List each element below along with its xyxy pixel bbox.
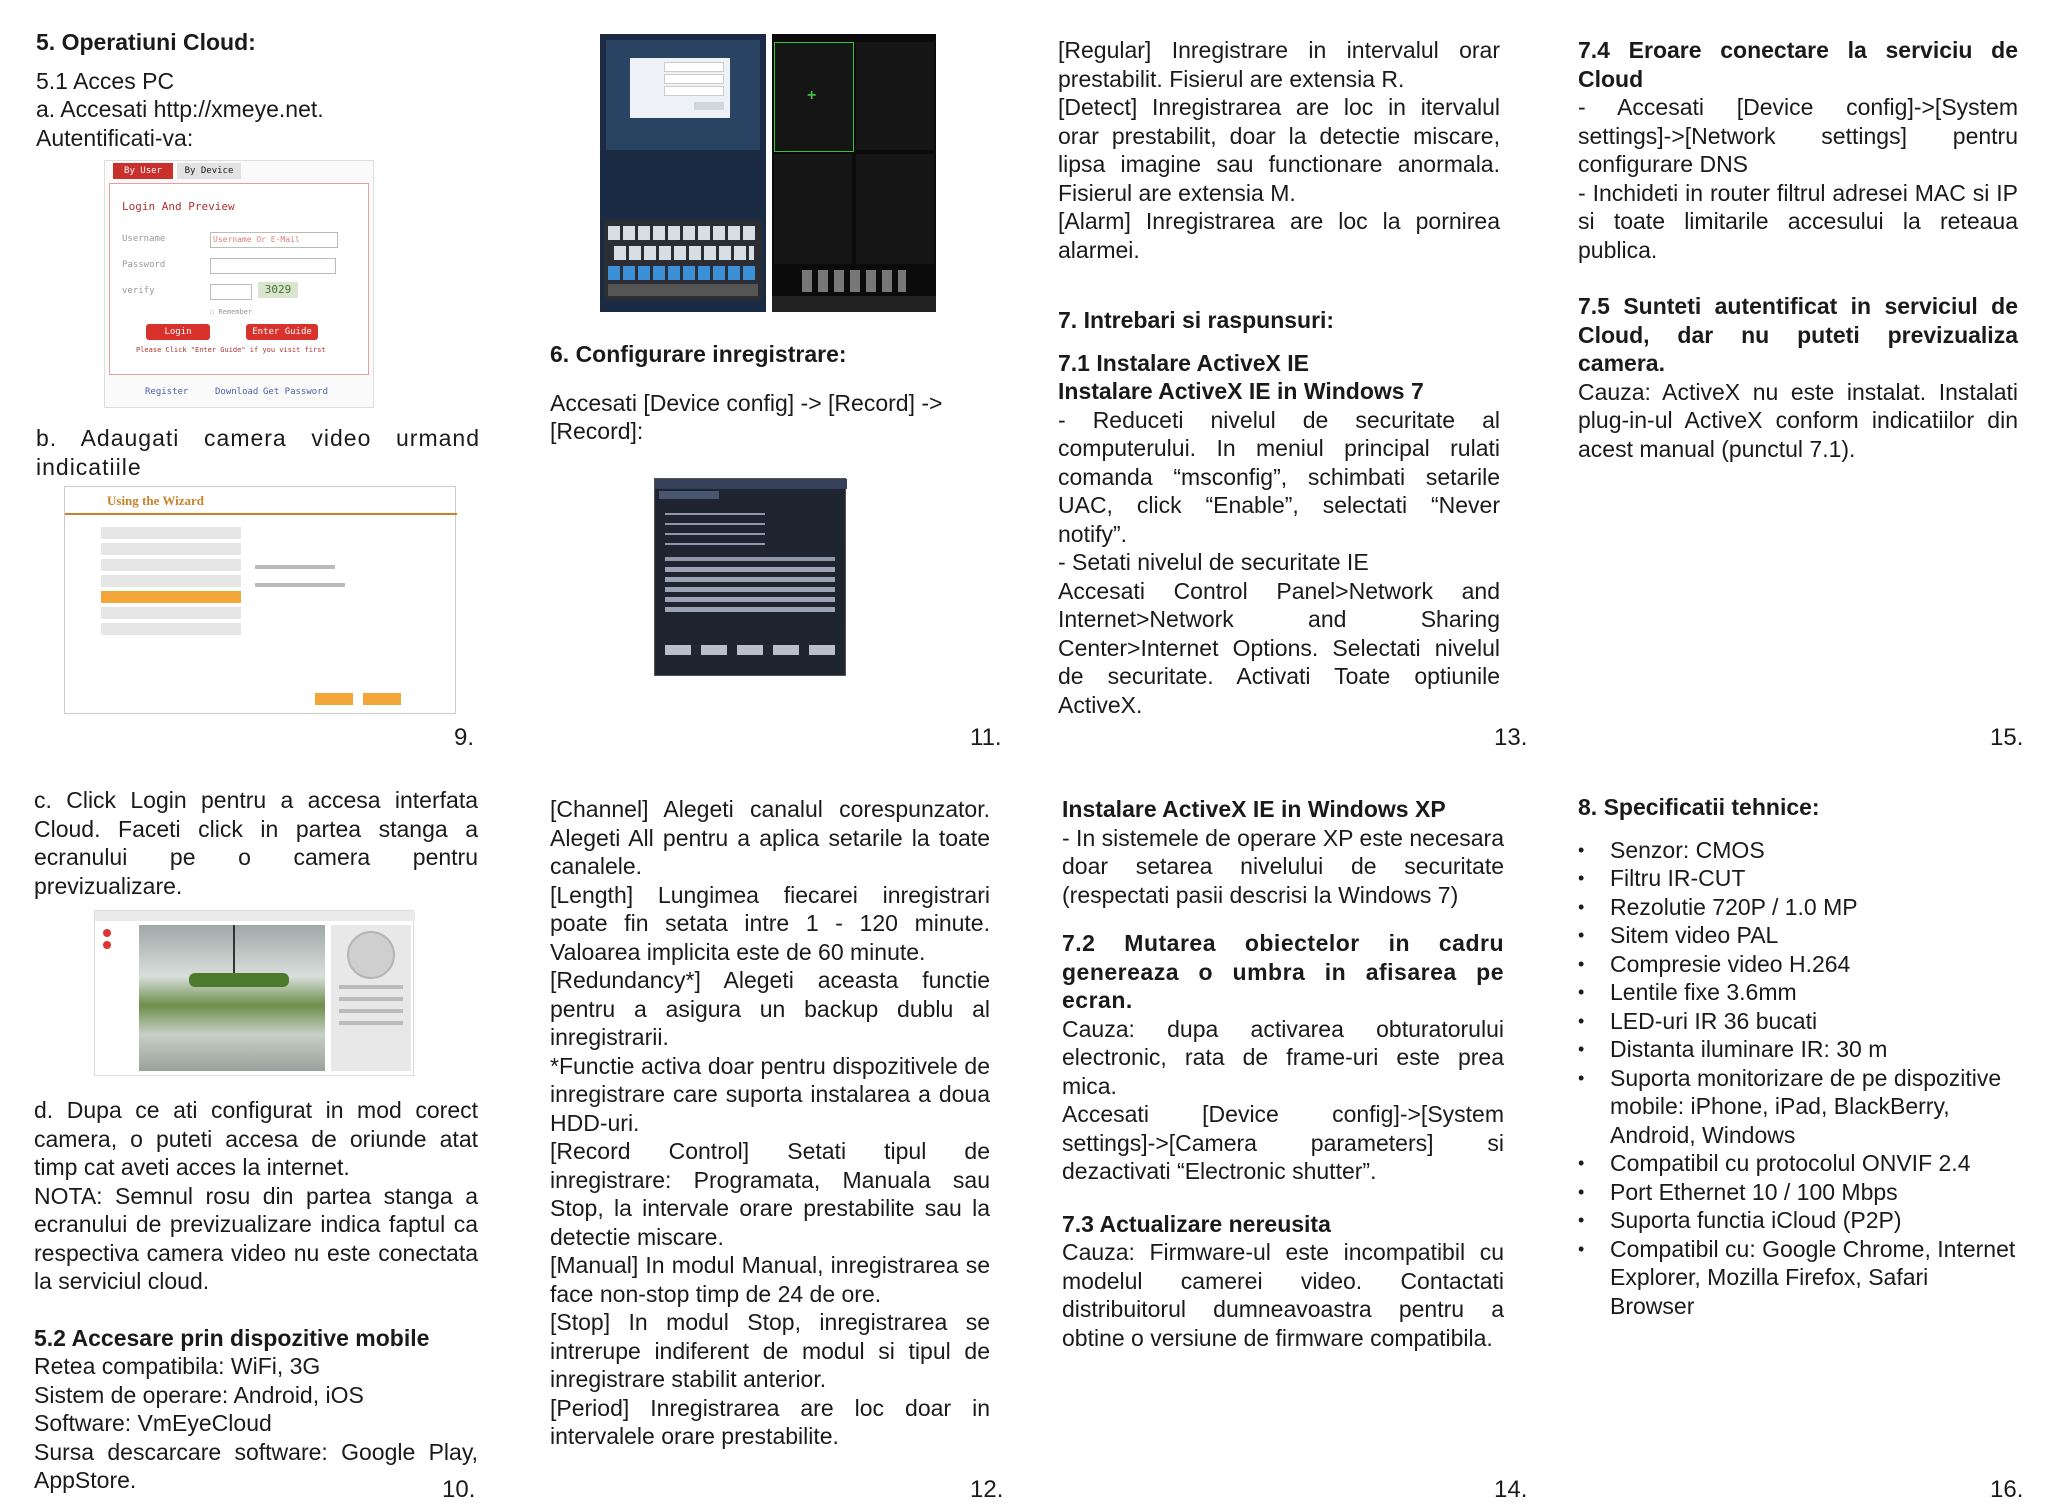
page-9-text — [36, 28, 480, 152]
page-number: 13. — [1494, 724, 1528, 751]
login-screenshot — [104, 160, 374, 408]
page-11-text — [550, 340, 990, 446]
spec-item: • Rezolutie 720P / 1.0 MP — [1610, 893, 2018, 922]
password-input — [210, 258, 336, 274]
manual-paragraph: [Manual] In modul Manual, inregistrarea se face non-stop timp de 24 de ore. — [550, 1252, 990, 1307]
nota-paragraph: NOTA: Semnul rosu din partea stanga a ecranului de previzualizare indica faptul ca respectiva camera video nu este conectata la serviciul cloud. — [34, 1182, 478, 1294]
page-9-text-b — [36, 424, 480, 481]
paragraph: - Inchideti in router filtrul adresei MAC si IP si toate limitarile accesului la reteaua publica. — [1578, 179, 2018, 263]
regular-paragraph: [Regular] Inregistrare in intervalul orar prestabilit. Fisierul are extensia R. — [1058, 37, 1500, 92]
page-13-text — [1058, 36, 1500, 719]
page-number: 15. — [1990, 724, 2024, 751]
paragraph: Accesati [Device config]->[System settings]->[Camera parameters] si dezactivati “Electronic shutter”. — [1062, 1101, 1504, 1184]
page-10-text-d — [34, 1096, 478, 1495]
text-line: Sistem de operare: Android, iOS — [34, 1381, 364, 1408]
spec-item: • Suporta monitorizare de pe dispozitive mobile: iPhone, iPad, BlackBerry, Android, Windows — [1610, 1064, 2018, 1150]
text-line: 5.1 Acces PC — [36, 67, 175, 94]
paragraph: c. Click Login pentru a accesa interfata Cloud. Faceti click in partea stanga a ecranului pe o camera pentru previzualizare. — [34, 787, 478, 899]
text-line: Retea compatibila: WiFi, 3G — [34, 1353, 321, 1379]
subsection-heading: 7.4 Eroare conectare la serviciu de Cloud — [1578, 37, 2018, 92]
text-line: a. Accesati http://xmeye.net. — [36, 96, 324, 122]
schedule-grid — [665, 567, 835, 615]
period-paragraph: [Period] Inregistrarea are loc doar in intervalele orare prestabilite. — [550, 1394, 990, 1449]
page-number: 9. — [454, 724, 475, 751]
paragraph: Cauza: Firmware-ul este incompatibil cu modelul camerei video. Contactati distribuitorul dumneavoastra pentru a obtine o versiune de firmware compatibila. — [1062, 1239, 1504, 1351]
section-heading: 7. Intrebari si raspunsuri: — [1058, 307, 1335, 333]
subsection-heading: 7.1 Instalare ActiveX IE — [1058, 349, 1310, 376]
section-heading: 6. Configurare inregistrare: — [550, 341, 847, 367]
section-heading: 8. Specificatii tehnice: — [1578, 794, 1820, 820]
spec-item: • Compresie video H.264 — [1610, 950, 2018, 979]
wizard-title: Using the Wizard — [107, 493, 205, 508]
subsection-heading: Instalare ActiveX IE in Windows 7 — [1058, 378, 1424, 404]
paragraph: - Reduceti nivelul de securitate al computerului. In meniul principal rulati comanda “msconfig”, schimbati setarile UAC, click “Enable”, selectati “Never notify”. — [1058, 406, 1500, 547]
password-label: Password — [122, 260, 166, 270]
subsection-heading: Instalare ActiveX IE in Windows XP — [1062, 796, 1446, 822]
text-line: Software: VmEyeCloud — [34, 1410, 272, 1436]
wizard-screenshot — [64, 486, 456, 714]
spec-item: • Filtru IR-CUT — [1610, 864, 2018, 893]
record-config-screenshot — [654, 478, 846, 676]
wizard-next-button — [363, 693, 401, 705]
page-number: 11. — [970, 724, 1002, 751]
page-number: 12. — [970, 1476, 1004, 1503]
spec-item: • Sitem video PAL — [1610, 921, 2018, 950]
paragraph: Accesati Control Panel>Network and Internet>Network and Sharing Center>Internet Options. Selectati nivelul de securitate. Activati Toate optiunile ActiveX. — [1058, 577, 1500, 718]
remember-checkbox: ☐ Remember — [210, 308, 253, 316]
length-paragraph: [Length] Lungimea fiecarei inregistrari poate fin setata intre 1 - 120 minute. Valoarea implicita este de 60 minute. — [550, 881, 990, 965]
username-input: Username Or E-Mail — [210, 232, 338, 248]
page-16-text — [1578, 793, 2018, 1320]
cloud-preview-screenshot — [94, 910, 414, 1076]
detect-paragraph: [Detect] Inregistrarea are loc in itervalul orar prestabilit, doar la detectie miscare, lipsa imagine sau functionare anormala. Fisierul are extensia M. — [1058, 94, 1500, 206]
paragraph: - Setati nivelul de securitate IE — [1058, 549, 1369, 575]
page-14-text — [1062, 795, 1504, 1352]
page-12-text — [550, 795, 990, 1451]
paragraph: Cauza: ActiveX nu este instalat. Instalati plug-in-ul ActiveX conform indicatiilor din acest manual (punctul 7.1). — [1578, 378, 2018, 462]
page-15-text — [1578, 36, 2018, 463]
subsection-heading: 7.5 Sunteti autentificat in serviciul de Cloud, dar nu puteti previzualiza camera. — [1578, 293, 2018, 376]
page-10-text-c — [34, 786, 478, 900]
section-heading: 5. Operatiuni Cloud: — [36, 29, 256, 55]
download-link: Download — [215, 387, 259, 397]
spec-item: • Senzor: CMOS — [1610, 836, 2018, 865]
spec-item: • Compatibil cu: Google Chrome, Internet Explorer, Mozilla Firefox, Safari Browser — [1610, 1235, 2018, 1321]
username-label: Username — [122, 234, 166, 244]
page-number: 10. — [442, 1476, 476, 1503]
paragraph: Accesati [Device config] -> [Record] -> [Record]: — [550, 389, 943, 444]
ptz-control-panel — [331, 925, 411, 1071]
spec-item: • Compatibil cu protocolul ONVIF 2.4 — [1610, 1149, 2018, 1178]
verify-input — [210, 284, 252, 300]
add-camera-icon: + — [807, 87, 817, 104]
wizard-steps — [101, 527, 241, 677]
subsection-heading: 7.2 Mutarea obiectelor in cadru genereaza o umbra in afisarea pe ecran. — [1062, 930, 1504, 1013]
register-link: Register — [145, 387, 189, 397]
login-title: Login And Preview — [122, 200, 235, 213]
paragraph: - In sistemele de operare XP este necesara doar setarea nivelului de securitate (respectati pasii descrisi la Windows 7) — [1062, 824, 1504, 908]
mobile-preview-screenshot — [772, 34, 936, 312]
stop-paragraph: [Stop] In modul Stop, inregistrarea se intrerupe indiferent de modul si tipul de inregistrare stabilit anterior. — [550, 1309, 990, 1392]
on-screen-keyboard — [604, 220, 762, 300]
specs-list — [1578, 836, 2018, 1321]
ptz-dial-icon — [347, 931, 395, 979]
enter-guide-button: Enter Guide — [246, 324, 318, 340]
paragraph: - Accesati [Device config]->[System settings]->[Network settings] pentru configurare DNS — [1578, 94, 2018, 177]
login-button: Login — [146, 324, 210, 340]
text-line: Sursa descarcare software: Google Play, AppStore. — [34, 1438, 478, 1493]
verify-label: verify — [122, 286, 155, 296]
alarm-paragraph: [Alarm] Inregistrarea are loc la pornirea alarmei. — [1058, 208, 1500, 263]
section-heading: 5.2 Accesare prin dispozitive mobile — [34, 1324, 430, 1351]
text-line: Autentificati-va: — [36, 124, 194, 151]
page-number: 16. — [1990, 1476, 2024, 1503]
get-password-link: Get Password — [263, 387, 329, 397]
redundancy-paragraph: [Redundancy*] Alegeti aceasta functie pentru a asigura un backup dublu al inregistrarii. — [550, 967, 990, 1050]
wizard-back-button — [315, 693, 353, 705]
spec-item: • Port Ethernet 10 / 100 Mbps — [1610, 1178, 2018, 1207]
spec-item: • Lentile fixe 3.6mm — [1610, 978, 2018, 1007]
captcha-image: 3029 — [258, 282, 298, 298]
record-control-paragraph: [Record Control] Setati tipul de inregistrare: Programata, Manuala sau Stop, la intervale orare prestabilite sau la detectie miscare. — [550, 1138, 990, 1250]
spec-item: • Suporta functia iCloud (P2P) — [1610, 1206, 2018, 1235]
footnote-paragraph: *Functie activa doar pentru dispozitivele de inregistrare care suporta instalarea a doua HDD-uri. — [550, 1052, 990, 1136]
spec-item: • LED-uri IR 36 bucati — [1610, 1007, 2018, 1036]
paragraph: b. Adaugati camera video urmand indicatiile — [36, 425, 480, 480]
guide-notice: Please Click "Enter Guide" if you visit first — [136, 346, 326, 354]
tab-by-user: By User — [113, 163, 173, 179]
mobile-login-screenshot — [600, 34, 766, 312]
page-number: 14. — [1494, 1476, 1528, 1503]
paragraph: d. Dupa ce ati configurat in mod corect camera, o puteti accesa de oriunde atat timp cat aveti acces la internet. — [34, 1097, 478, 1180]
dialog-buttons — [665, 645, 837, 655]
playback-controls — [802, 270, 906, 292]
channel-paragraph: [Channel] Alegeti canalul corespunzator. Alegeti All pentru a aplica setarile la toate canalele. — [550, 796, 990, 879]
subsection-heading: 7.3 Actualizare nereusita — [1062, 1210, 1331, 1237]
spec-item: • Distanta iluminare IR: 30 m — [1610, 1035, 2018, 1064]
login-dialog — [630, 58, 730, 118]
paragraph: Cauza: dupa activarea obturatorului electronic, rata de frame-uri este prea mica. — [1062, 1015, 1504, 1099]
tab-by-device: By Device — [177, 163, 241, 179]
camera-preview-image — [139, 925, 325, 1071]
